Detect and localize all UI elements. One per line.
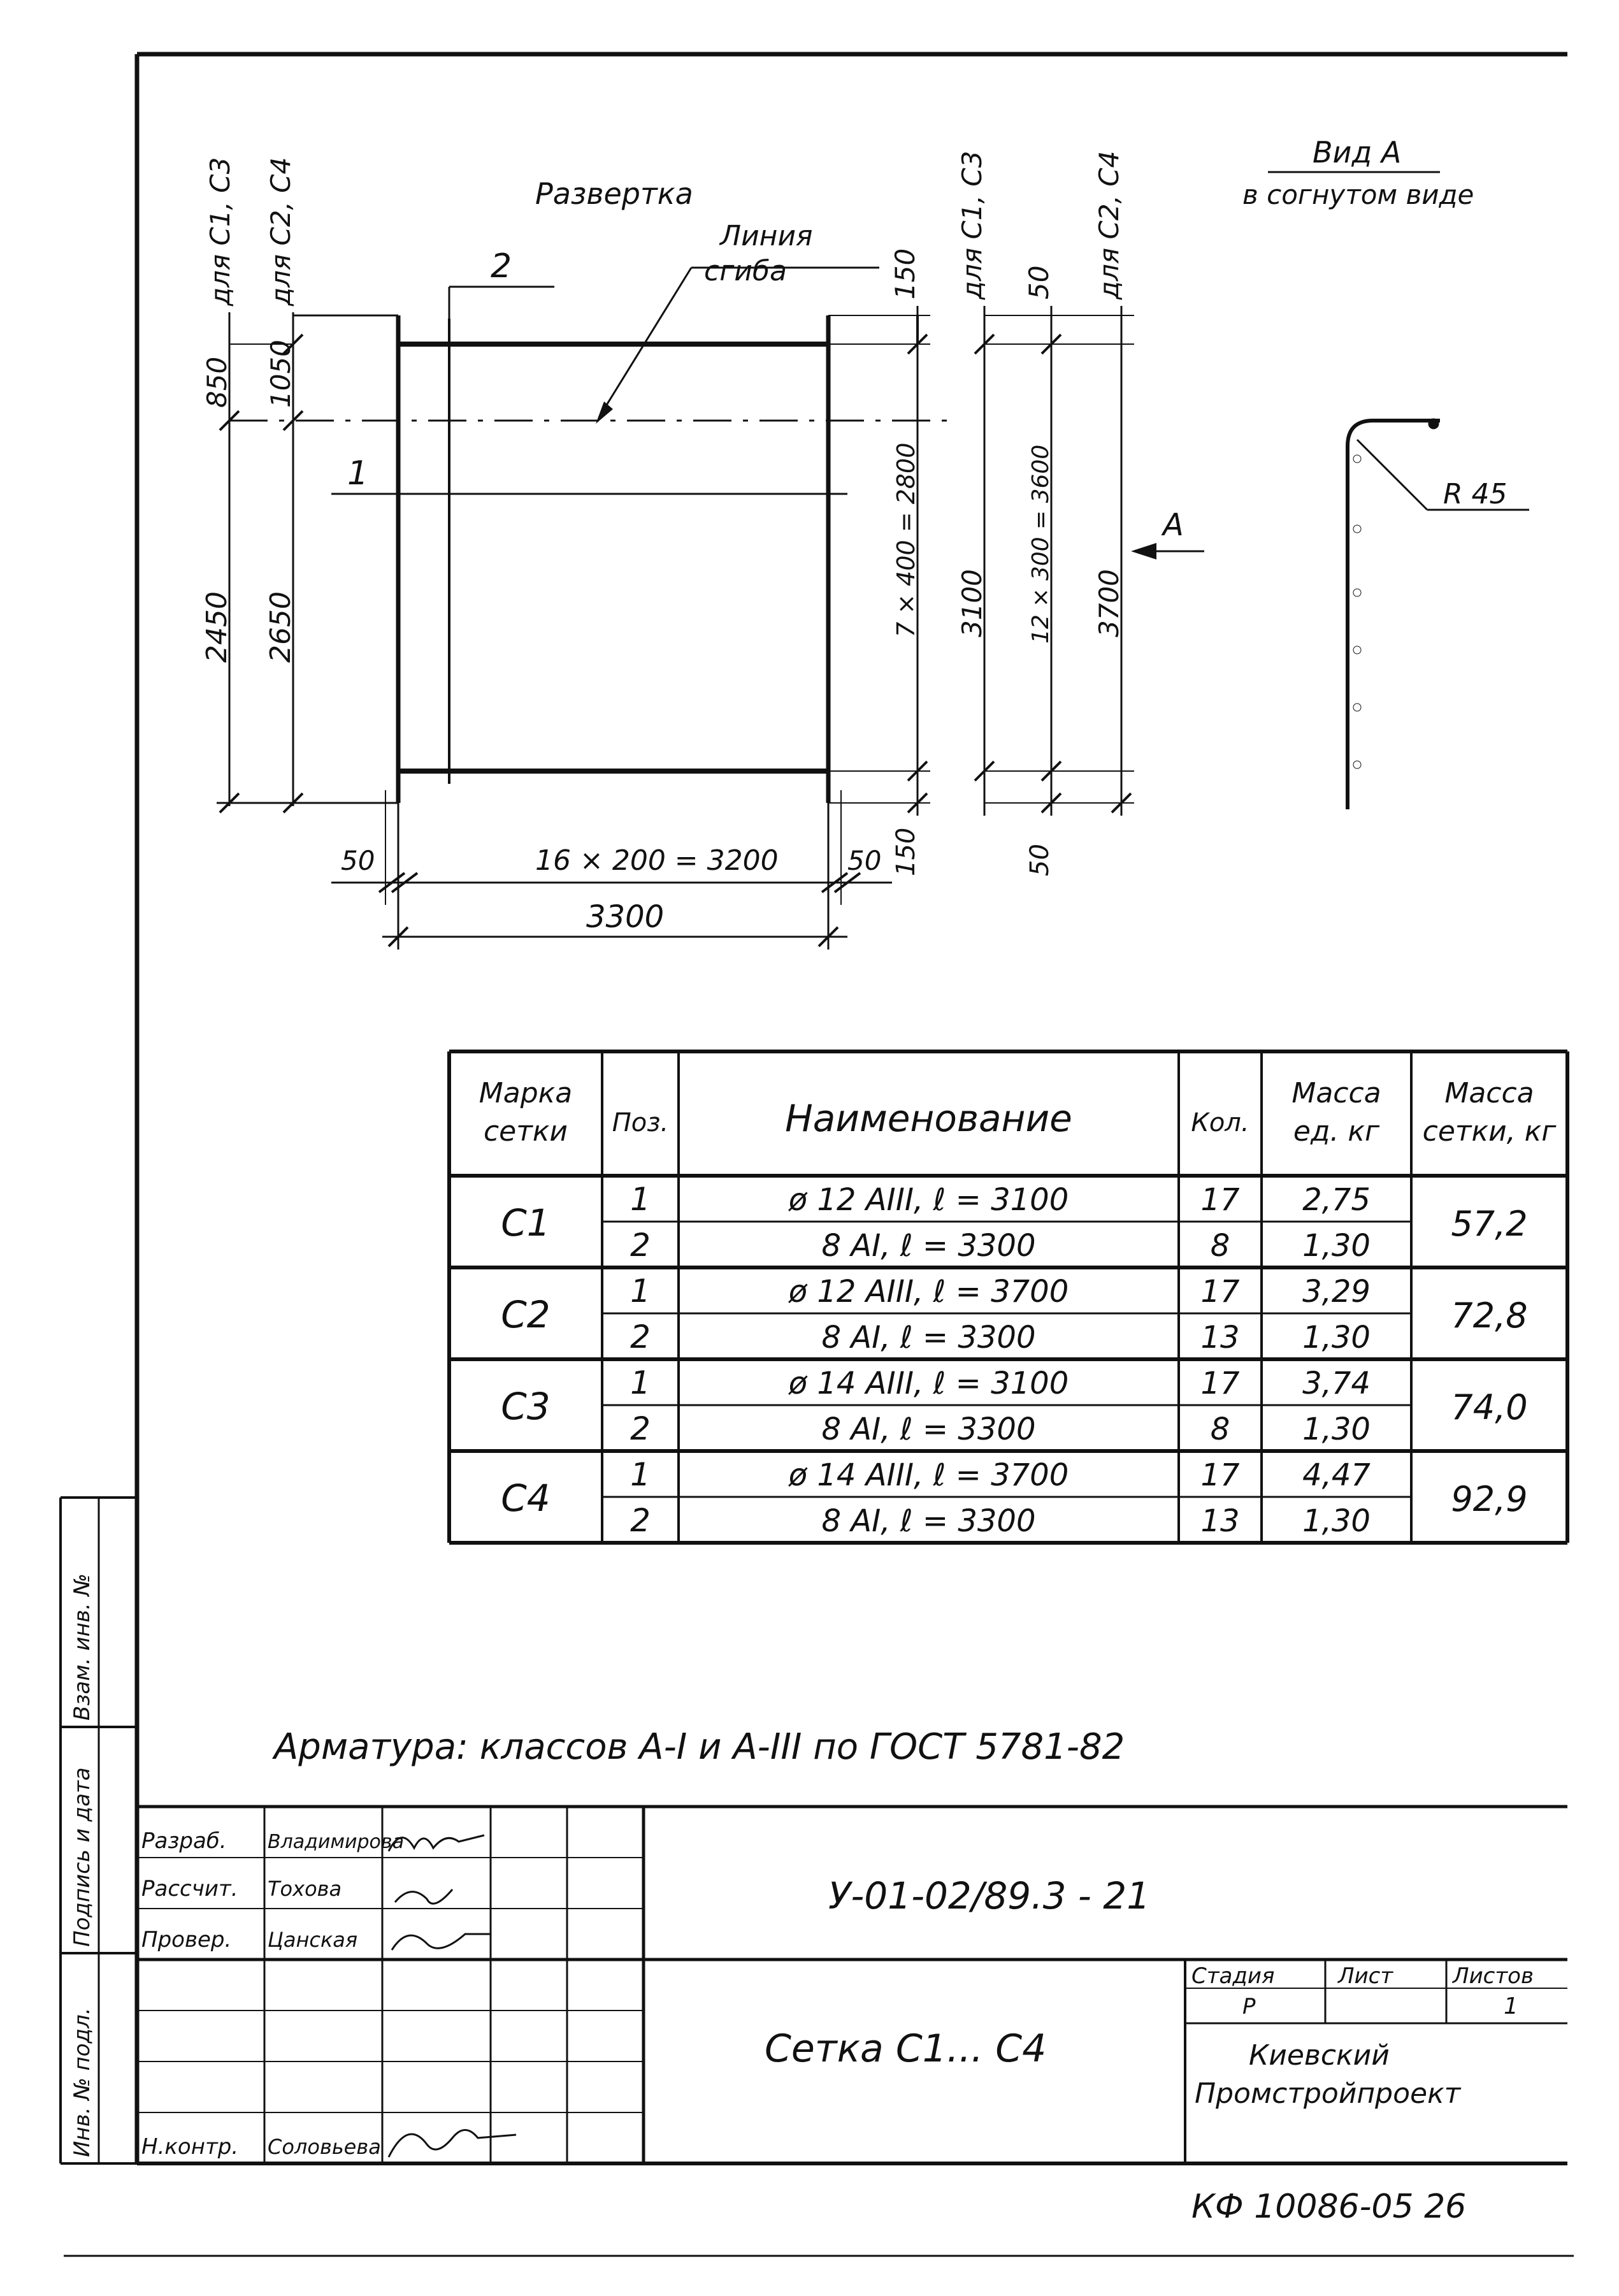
dim-150-top: 150 [889,248,921,300]
radius-label: R 45 [1443,478,1507,510]
table-qty-cell: 8 [1210,1412,1230,1447]
dim-12x300: 12 × 300 = 3600 [1028,444,1054,644]
dim-50-right: 50 [847,845,882,876]
fold-line-label: Линия [720,220,813,252]
dim-16x200: 16 × 200 = 3200 [535,844,779,877]
table-pos-cell: 2 [630,1227,651,1264]
table-header-3: Кол. [1191,1108,1249,1137]
table-name-cell: 8 АI, ℓ = 3300 [821,1503,1036,1539]
table-qty-cell: 17 [1200,1366,1240,1401]
table-mass-cell: 1,30 [1302,1320,1371,1355]
stage-value: Р [1242,1994,1256,2019]
table-header-5: Масса сетки, кг [1422,1077,1557,1148]
archive-number: КФ 10086-05 26 [1191,2188,1467,2226]
table-qty-cell: 17 [1200,1274,1240,1310]
table-qty-cell: 8 [1210,1228,1230,1264]
table-mass-cell: 2,75 [1302,1182,1371,1218]
table-mass-total-cell: 72,8 [1451,1296,1528,1336]
dim-for-c2c4-right: для С2, С4 [1093,150,1125,300]
table-qty-cell: 17 [1200,1457,1240,1493]
position-mark-2: 2 [491,247,512,285]
table-qty-cell: 17 [1200,1182,1240,1218]
table-pos-cell: 1 [630,1456,651,1493]
dim-1050: 1050 [265,340,296,408]
sheets-value: 1 [1504,1993,1518,2019]
table-name-cell: 8 АI, ℓ = 3300 [821,1320,1036,1355]
table-pos-cell: 2 [630,1502,651,1539]
table-name-cell: ø 14 АIII, ℓ = 3100 [788,1366,1069,1401]
view-a-label: Вид А [1313,135,1402,170]
view-a-sub: в согнутом виде [1242,179,1474,210]
table-pos-cell: 1 [630,1181,651,1218]
specification-table [449,1051,1567,1543]
table-pos-cell: 2 [630,1410,651,1447]
table-name-cell: ø 12 АIII, ℓ = 3700 [788,1274,1069,1310]
name-checked: Цанская [268,1928,358,1952]
role-checked: Провер. [141,1927,232,1953]
dim-for-c1c3-left: для С1, С3 [205,157,236,306]
dim-7x400: 7 × 400 = 2800 [892,442,920,637]
table-name-cell: 8 АI, ℓ = 3300 [821,1228,1036,1264]
sidebar-label-replacement: Взам. инв. № [69,1573,95,1721]
table-mass-cell: 3,74 [1302,1366,1371,1401]
role-calculated: Рассчит. [141,1876,238,1902]
table-mass-cell: 1,30 [1302,1228,1371,1264]
sidebar-label-inventory: Инв. № подл. [69,2007,95,2157]
document-title: Сетка С1... С4 [765,2026,1047,2071]
role-developer: Разраб. [141,1828,227,1854]
table-header-1: Поз. [612,1108,669,1137]
table-name-cell: ø 14 АIII, ℓ = 3700 [788,1457,1069,1493]
stage-label: Стадия [1191,1963,1275,1989]
table-mass-total-cell: 92,9 [1451,1479,1528,1519]
organization-line-2: Промстройпроект [1195,2077,1461,2110]
dim-3100: 3100 [956,569,988,637]
table-mass-total-cell: 57,2 [1451,1204,1528,1244]
table-header-0: Марка сетки [479,1077,573,1148]
table-mark-cell: С4 [501,1477,550,1520]
name-calculated: Тохова [268,1877,342,1901]
table-qty-cell: 13 [1200,1320,1240,1355]
table-mass-cell: 1,30 [1302,1412,1371,1447]
name-norm-control: Соловьева [268,2135,381,2159]
dim-50-bottom: 50 [1025,844,1054,876]
table-mass-cell: 1,30 [1302,1503,1371,1539]
table-header-2: Наименование [785,1097,1072,1140]
sheets-label: Листов [1453,1963,1534,1989]
table-mark-cell: С1 [501,1201,550,1245]
dim-3300: 3300 [586,899,665,935]
table-pos-cell: 1 [630,1273,651,1310]
position-mark-1: 1 [347,454,369,493]
table-name-cell: 8 АI, ℓ = 3300 [821,1412,1036,1447]
role-norm-control: Н.контр. [141,2134,239,2160]
dim-for-c1c3-right: для С1, С3 [956,150,988,300]
sidebar-labels [69,1573,95,2157]
dim-50-top: 50 [1023,265,1054,300]
table-pos-cell: 2 [630,1318,651,1355]
table-qty-cell: 13 [1200,1503,1240,1539]
table-pos-cell: 1 [630,1364,651,1401]
table-mass-total-cell: 74,0 [1451,1387,1528,1427]
table-header-4: Масса ед. кг [1292,1077,1381,1148]
sidebar-label-signature: Подпись и дата [69,1767,95,1947]
fold-line-label-2: сгиба [704,255,788,287]
dim-150-bottom: 150 [891,827,921,876]
reinforcement-note: Арматура: классов А-I и А-III по ГОСТ 5781-82 [274,1726,1125,1768]
table-mass-cell: 3,29 [1302,1274,1371,1310]
signatures [389,1835,516,2157]
dim-for-c2c4-left: для С2, С4 [265,157,296,306]
name-developer: Владимирова [268,1831,404,1853]
dim-3700: 3700 [1093,569,1125,637]
dim-50-left: 50 [341,845,375,876]
dim-2450: 2450 [201,591,233,663]
table-mass-cell: 4,47 [1302,1457,1371,1493]
dim-2650: 2650 [264,591,297,663]
dim-850: 850 [201,356,233,408]
table-mark-cell: С3 [501,1385,550,1428]
view-a-arrow-label: А [1163,507,1184,543]
organization-line-1: Киевский [1249,2039,1390,2072]
sheet-label: Лист [1338,1963,1393,1989]
razvertka-label: Развертка [535,177,693,211]
table-mark-cell: С2 [501,1293,550,1336]
document-code: У-01-02/89.3 - 21 [828,1874,1151,1917]
table-name-cell: ø 12 АIII, ℓ = 3100 [788,1182,1069,1218]
